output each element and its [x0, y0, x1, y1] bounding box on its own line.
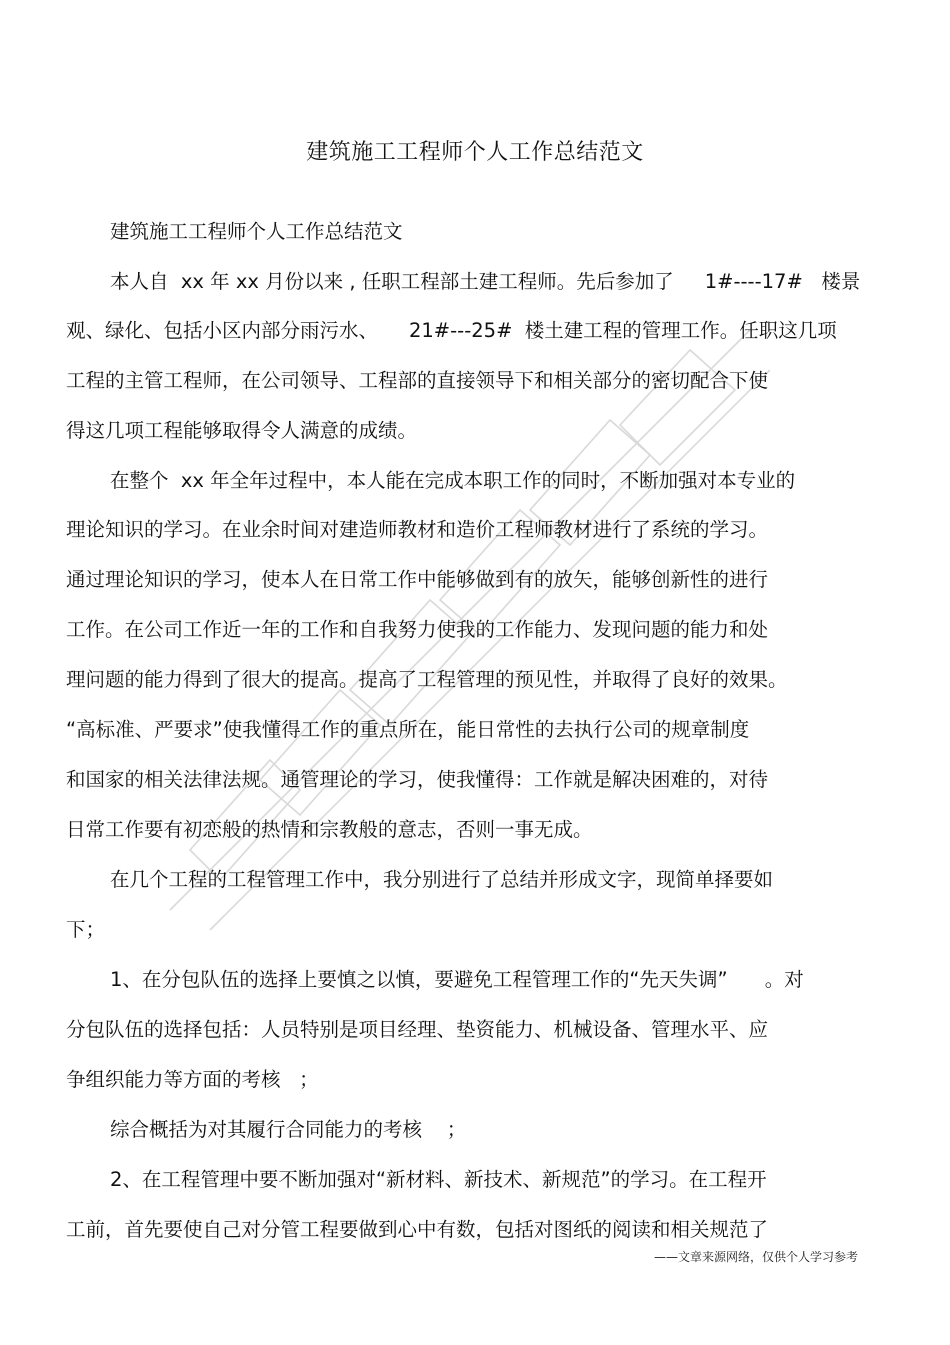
source-footer: ——文章来源网络，仅供个人学习参考 — [653, 1250, 858, 1264]
paragraph-line: 下； — [66, 918, 106, 941]
paragraph-line: 理问题的能力得到了很大的提高。提高了工程管理的预见性，并取得了良好的效果。 — [66, 668, 788, 691]
paragraph-line: 日常工作要有初恋般的热情和宗教般的意志，否则一事无成。 — [66, 818, 593, 841]
paragraph-line: 1、在分包队伍的选择上要慎之以慎，要避免工程管理工作的“先天失调” 。对 — [110, 968, 804, 991]
document-subtitle: 建筑施工工程师个人工作总结范文 — [110, 220, 403, 243]
paragraph-line: 通过理论知识的学习，使本人在日常工作中能够做到有的放矢，能够创新性的进行 — [66, 568, 769, 591]
paragraph-line: 观、绿化、包括小区内部分雨污水、 21#---25# 楼土建工程的管理工作。任职这几项 — [66, 319, 837, 342]
paragraph-line: 在几个工程的工程管理工作中，我分别进行了总结并形成文字，现简单择要如 — [110, 868, 774, 891]
paragraph-line: 理论知识的学习。在业余时间对建造师教材和造价工程师教材进行了系统的学习。 — [66, 518, 769, 541]
paragraph-line: 工前，首先要使自己对分管工程要做到心中有数，包括对图纸的阅读和相关规范了 — [66, 1218, 769, 1241]
paragraph-line: 和国家的相关法律法规。通管理论的学习，使我懂得：工作就是解决困难的，对待 — [66, 768, 769, 791]
paragraph-line: 分包队伍的选择包括：人员特别是项目经理、垫资能力、机械设备、管理水平、应 — [66, 1018, 769, 1041]
paragraph-line: “高标准、严要求”使我懂得工作的重点所在，能日常性的去执行公司的规章制度 — [66, 718, 750, 741]
paragraph-line: 争组织能力等方面的考核 ； — [66, 1068, 319, 1091]
document-title: 建筑施工工程师个人工作总结范文 — [306, 140, 644, 165]
paragraph-line: 在整个 xx 年全年过程中，本人能在完成本职工作的同时，不断加强对本专业的 — [110, 469, 796, 492]
paragraph-line: 2、在工程管理中要不断加强对“新材料、新技术、新规范”的学习。在工程开 — [110, 1168, 767, 1191]
paragraph-line: 工作。在公司工作近一年的工作和自我努力使我的工作能力、发现问题的能力和处 — [66, 618, 769, 641]
paragraph-line: 本人自 xx 年 xx 月份以来 , 任职工程部土建工程师。先后参加了 1#----17# 楼景 — [110, 270, 861, 293]
paragraph-line: 得这几项工程能够取得令人满意的成绩。 — [66, 419, 418, 442]
paragraph-line: 工程的主管工程师，在公司领导、工程部的直接领导下和相关部分的密切配合下使 — [66, 369, 769, 392]
paragraph-line: 综合概括为对其履行合同能力的考核 ； — [110, 1118, 467, 1141]
